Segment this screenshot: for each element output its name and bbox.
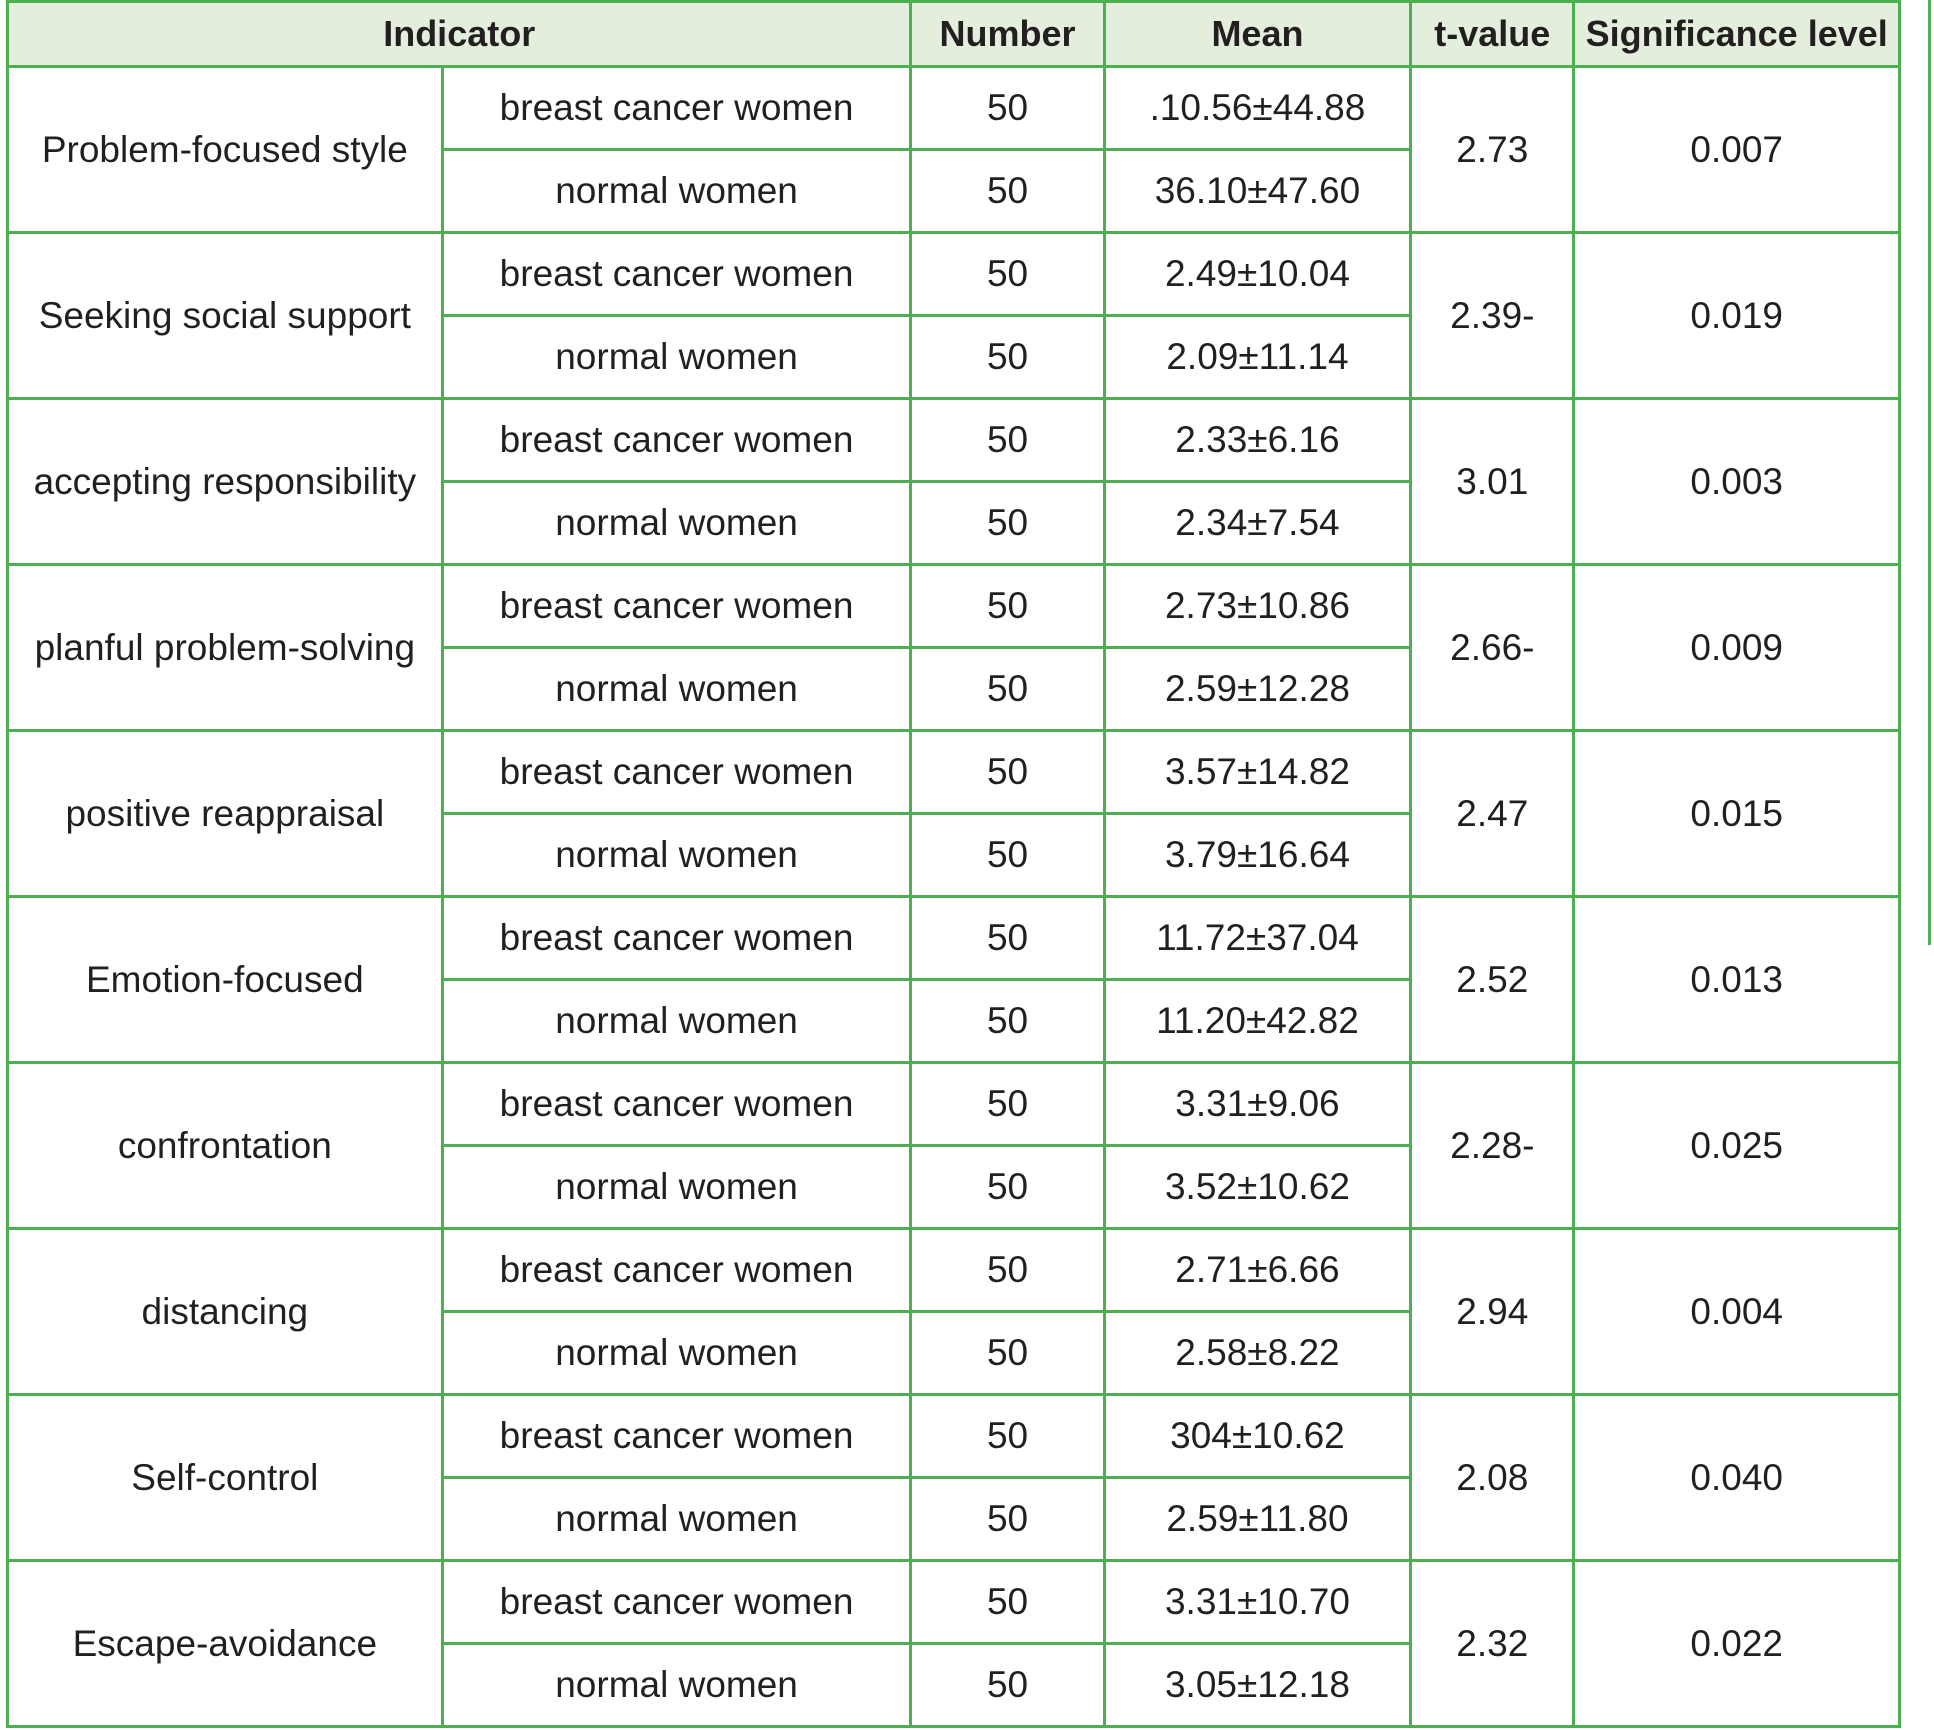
number-cell: 50 <box>911 1063 1104 1146</box>
group-cell: breast cancer women <box>442 1561 911 1644</box>
indicator-cell: Self-control <box>8 1395 443 1561</box>
table-row <box>8 1229 1900 1312</box>
indicator-cell: positive reappraisal <box>8 731 443 897</box>
t-value-cell: 2.28- <box>1411 1063 1574 1229</box>
number-cell: 50 <box>911 150 1104 233</box>
mean-cell: 2.73±10.86 <box>1104 565 1410 648</box>
indicator-cell: Seeking social support <box>8 233 443 399</box>
group-cell: normal women <box>442 316 911 399</box>
header-indicator: Indicator <box>8 2 911 67</box>
number-cell: 50 <box>911 565 1104 648</box>
mean-cell: 2.71±6.66 <box>1104 1229 1410 1312</box>
t-value-cell: 2.39- <box>1411 233 1574 399</box>
number-cell: 50 <box>911 814 1104 897</box>
table-row <box>8 897 1900 980</box>
header-row <box>8 2 1900 67</box>
group-cell: normal women <box>442 648 911 731</box>
group-cell: breast cancer women <box>442 233 911 316</box>
number-cell: 50 <box>911 897 1104 980</box>
mean-cell: 3.57±14.82 <box>1104 731 1410 814</box>
mean-cell: 3.79±16.64 <box>1104 814 1410 897</box>
mean-cell: 2.33±6.16 <box>1104 399 1410 482</box>
group-cell: breast cancer women <box>442 731 911 814</box>
indicator-cell: planful problem-solving <box>8 565 443 731</box>
indicator-cell: distancing <box>8 1229 443 1395</box>
mean-cell: 2.58±8.22 <box>1104 1312 1410 1395</box>
group-cell: normal women <box>442 1312 911 1395</box>
t-value-cell: 2.47 <box>1411 731 1574 897</box>
indicator-cell: confrontation <box>8 1063 443 1229</box>
number-cell: 50 <box>911 648 1104 731</box>
group-cell: breast cancer women <box>442 897 911 980</box>
mean-cell: 2.49±10.04 <box>1104 233 1410 316</box>
number-cell: 50 <box>911 1229 1104 1312</box>
header-mean: Mean <box>1104 2 1410 67</box>
t-value-cell: 2.32 <box>1411 1561 1574 1727</box>
group-cell: breast cancer women <box>442 399 911 482</box>
results-table <box>6 0 1901 1728</box>
mean-cell: 2.59±11.80 <box>1104 1478 1410 1561</box>
table-row <box>8 399 1900 482</box>
significance-cell: 0.013 <box>1574 897 1900 1063</box>
group-cell: normal women <box>442 1146 911 1229</box>
mean-cell: 11.20±42.82 <box>1104 980 1410 1063</box>
t-value-cell: 2.08 <box>1411 1395 1574 1561</box>
number-cell: 50 <box>911 1561 1104 1644</box>
group-cell: normal women <box>442 1644 911 1727</box>
indicator-cell: Problem-focused style <box>8 67 443 233</box>
number-cell: 50 <box>911 233 1104 316</box>
t-value-cell: 2.66- <box>1411 565 1574 731</box>
group-cell: normal women <box>442 150 911 233</box>
table-row <box>8 565 1900 648</box>
number-cell: 50 <box>911 1644 1104 1727</box>
mean-cell: 3.52±10.62 <box>1104 1146 1410 1229</box>
table-row <box>8 731 1900 814</box>
group-cell: normal women <box>442 980 911 1063</box>
table-row <box>8 1561 1900 1644</box>
group-cell: breast cancer women <box>442 1229 911 1312</box>
t-value-cell: 2.73 <box>1411 67 1574 233</box>
table-body <box>8 67 1900 1727</box>
number-cell: 50 <box>911 316 1104 399</box>
table-row <box>8 67 1900 150</box>
mean-cell: 11.72±37.04 <box>1104 897 1410 980</box>
table-row <box>8 1395 1900 1478</box>
significance-cell: 0.003 <box>1574 399 1900 565</box>
significance-cell: 0.007 <box>1574 67 1900 233</box>
mean-cell: 304±10.62 <box>1104 1395 1410 1478</box>
indicator-cell: Emotion-focused <box>8 897 443 1063</box>
significance-cell: 0.015 <box>1574 731 1900 897</box>
number-cell: 50 <box>911 1478 1104 1561</box>
t-value-cell: 3.01 <box>1411 399 1574 565</box>
mean-cell: 2.09±11.14 <box>1104 316 1410 399</box>
mean-cell: 2.59±12.28 <box>1104 648 1410 731</box>
number-cell: 50 <box>911 482 1104 565</box>
indicator-cell: accepting responsibility <box>8 399 443 565</box>
number-cell: 50 <box>911 399 1104 482</box>
t-value-cell: 2.52 <box>1411 897 1574 1063</box>
header-t-value: t-value <box>1411 2 1574 67</box>
significance-cell: 0.025 <box>1574 1063 1900 1229</box>
group-cell: breast cancer women <box>442 1395 911 1478</box>
table-row <box>8 233 1900 316</box>
mean-cell: .10.56±44.88 <box>1104 67 1410 150</box>
header-number: Number <box>911 2 1104 67</box>
group-cell: normal women <box>442 1478 911 1561</box>
number-cell: 50 <box>911 980 1104 1063</box>
significance-cell: 0.040 <box>1574 1395 1900 1561</box>
group-cell: breast cancer women <box>442 67 911 150</box>
group-cell: breast cancer women <box>442 1063 911 1146</box>
significance-cell: 0.004 <box>1574 1229 1900 1395</box>
t-value-cell: 2.94 <box>1411 1229 1574 1395</box>
mean-cell: 3.31±9.06 <box>1104 1063 1410 1146</box>
mean-cell: 3.31±10.70 <box>1104 1561 1410 1644</box>
mean-cell: 3.05±12.18 <box>1104 1644 1410 1727</box>
number-cell: 50 <box>911 1146 1104 1229</box>
number-cell: 50 <box>911 1312 1104 1395</box>
group-cell: normal women <box>442 482 911 565</box>
mean-cell: 36.10±47.60 <box>1104 150 1410 233</box>
significance-cell: 0.019 <box>1574 233 1900 399</box>
significance-cell: 0.009 <box>1574 565 1900 731</box>
mean-cell: 2.34±7.54 <box>1104 482 1410 565</box>
side-divider <box>1928 0 1931 945</box>
group-cell: breast cancer women <box>442 565 911 648</box>
group-cell: normal women <box>442 814 911 897</box>
number-cell: 50 <box>911 67 1104 150</box>
number-cell: 50 <box>911 731 1104 814</box>
indicator-cell: Escape-avoidance <box>8 1561 443 1727</box>
significance-cell: 0.022 <box>1574 1561 1900 1727</box>
header-significance: Significance level <box>1574 2 1900 67</box>
number-cell: 50 <box>911 1395 1104 1478</box>
table-row <box>8 1063 1900 1146</box>
